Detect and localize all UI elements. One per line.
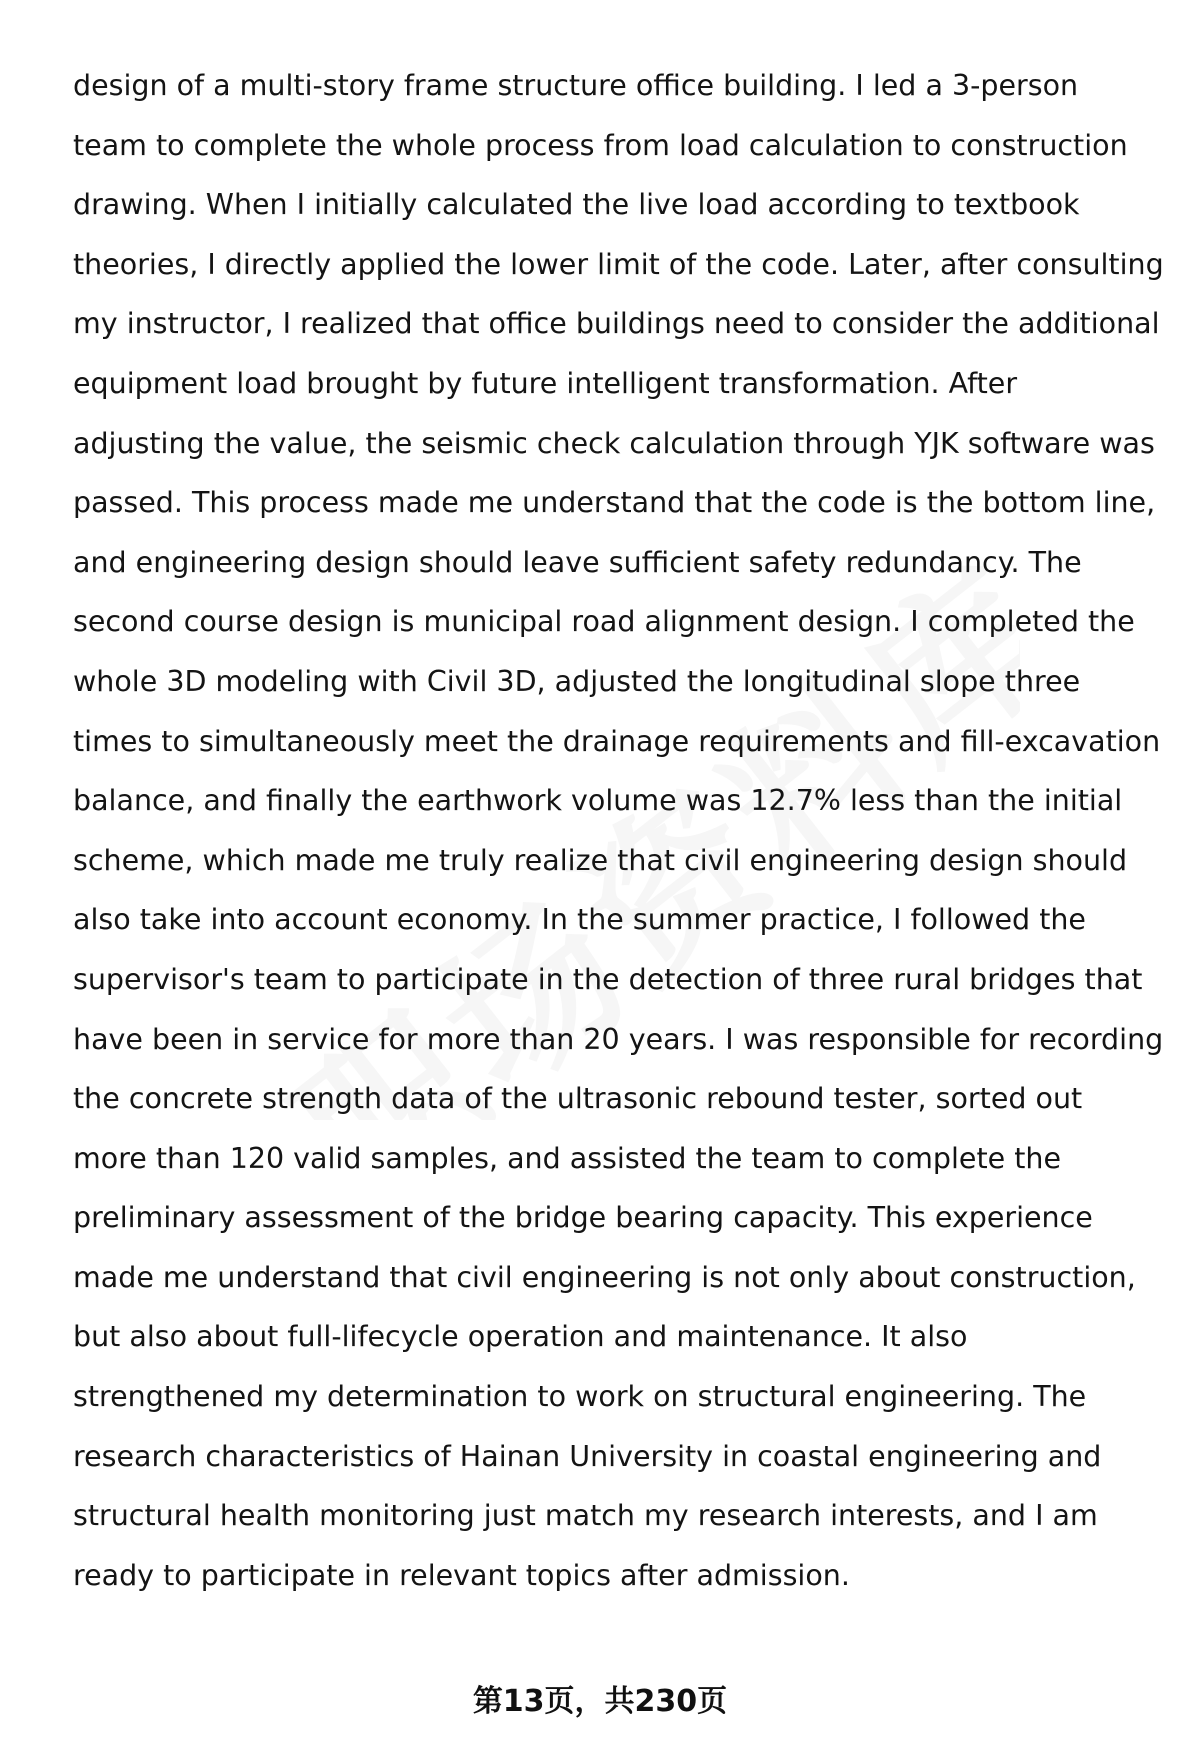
text-line: have been in service for more than 20 years. I was responsible for recording — [73, 1022, 1164, 1056]
page-number-footer: 第13页，共230页 — [472, 1684, 728, 1719]
text-line: research characteristics of Hainan University in coastal engineering and — [73, 1439, 1102, 1473]
text-line: made me understand that civil engineering is not only about construction, — [73, 1260, 1136, 1294]
text-line: ready to participate in relevant topics after admission. — [73, 1558, 850, 1592]
text-line: strengthened my determination to work on structural engineering. The — [73, 1380, 1087, 1414]
document-body — [73, 56, 1163, 1605]
text-line: whole 3D modeling with Civil 3D, adjusted the longitudinal slope three — [73, 664, 1081, 698]
text-line: equipment load brought by future intelligent transformation. After — [73, 366, 1018, 400]
text-line: passed. This process made me understand that the code is the bottom line, — [73, 486, 1156, 520]
text-line: theories, I directly applied the lower limit of the code. Later, after consulting — [73, 247, 1164, 281]
text-line: balance, and finally the earthwork volume was 12.7% less than the initial — [73, 784, 1123, 818]
text-line: but also about full-lifecycle operation and maintenance. It also — [73, 1320, 968, 1354]
text-line: times to simultaneously meet the drainage requirements and fill-excavation — [73, 724, 1161, 758]
text-line: my instructor, I realized that office buildings need to consider the additional — [73, 307, 1160, 341]
text-line: scheme, which made me truly realize that civil engineering design should — [73, 843, 1128, 877]
text-line: drawing. When I initially calculated the live load according to textbook — [73, 188, 1080, 222]
text-line: adjusting the value, the seismic check calculation through YJK software was — [73, 426, 1155, 460]
text-line: second course design is municipal road alignment design. I completed the — [73, 605, 1135, 639]
text-line: the concrete strength data of the ultrasonic rebound tester, sorted out — [73, 1082, 1083, 1116]
text-line: structural health monitoring just match my research interests, and I am — [73, 1499, 1098, 1533]
text-line: also take into account economy. In the summer practice, I followed the — [73, 903, 1086, 937]
text-line: supervisor's team to participate in the detection of three rural bridges that — [73, 962, 1143, 996]
text-line: and engineering design should leave sufficient safety redundancy. The — [73, 545, 1082, 579]
text-line: design of a multi-story frame structure office building. I led a 3-person — [73, 69, 1079, 102]
text-line: team to complete the whole process from load calculation to construction — [73, 128, 1128, 162]
text-line: more than 120 valid samples, and assisted the team to complete the — [73, 1141, 1061, 1175]
text-line: preliminary assessment of the bridge bearing capacity. This experience — [73, 1201, 1093, 1235]
